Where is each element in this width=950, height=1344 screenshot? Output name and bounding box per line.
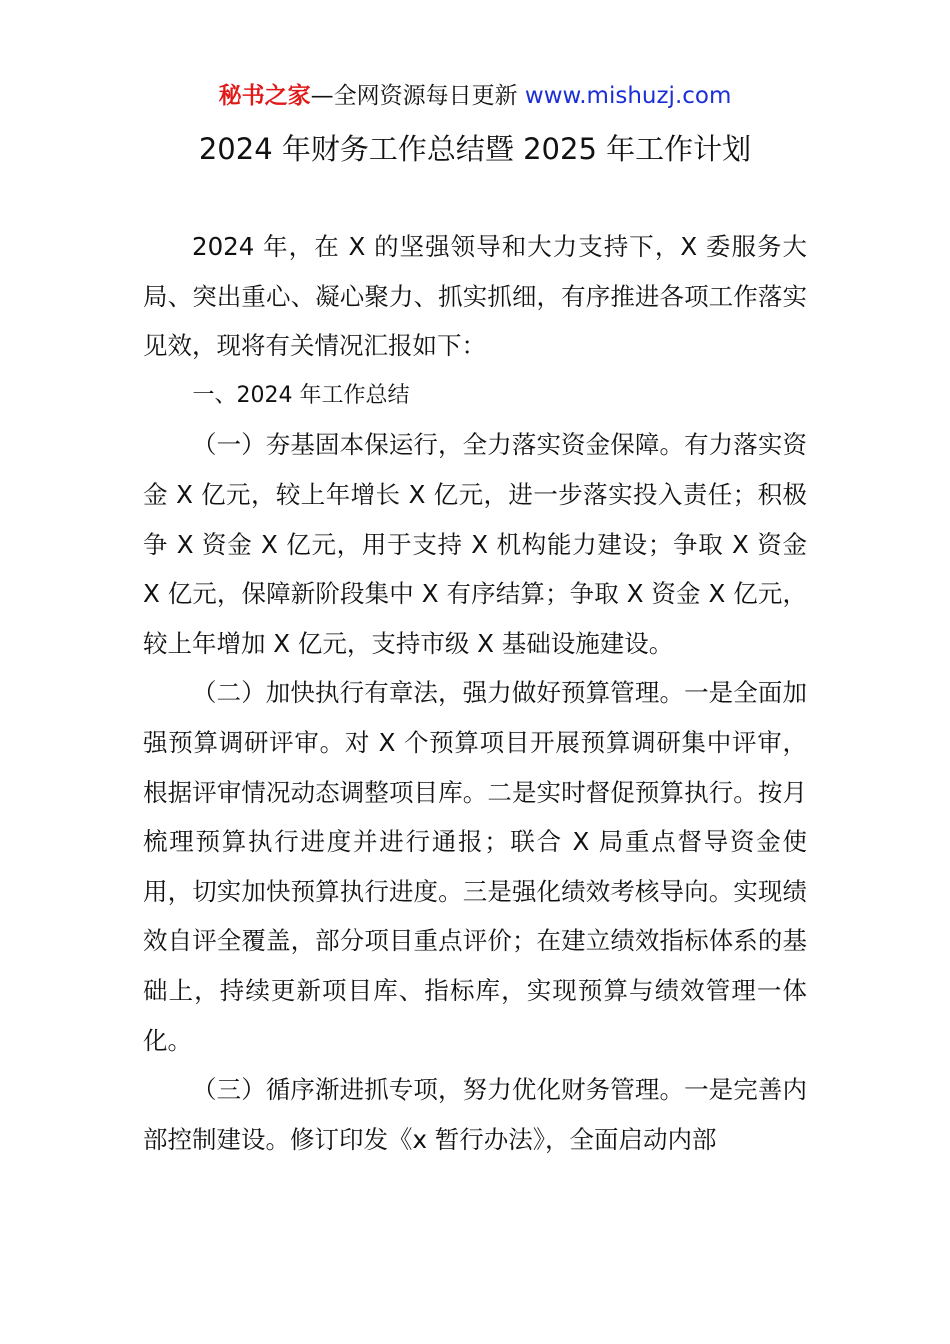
document-title: 2024 年财务工作总结暨 2025 年工作计划 [198, 132, 752, 166]
paragraph-finance: （三）循序渐进抓专项，努力优化财务管理。一是完善内部控制建设。修订印发《x 暂行办法》，全面启动内部 [143, 1075, 807, 1154]
document-body [143, 222, 807, 1164]
paragraph-funding: （一）夯基固本保运行，全力落实资金保障。有力落实资金 X 亿元，较上年增长 X 亿元，进一步落实投入责任；积极争 X 资金 X 亿元，用于支持 X 机构能力建设；争取 X 资金 X 亿元，保障新阶段集中 X 有序结算；争取 X 资金 X 亿元，较上年增加 X 亿元，支持市级 X 基础设施建设。 [143, 430, 807, 658]
paragraph-budget: （二）加快执行有章法，强力做好预算管理。一是全面加强预算调研评审。对 X 个预算项目开展预算调研集中评审，根据评审情况动态调整项目库。二是实时督促预算执行。按月梳理预算执行进度并进行通报；联合 X 局重点督导资金使用，切实加快预算执行进度。三是强化绩效考核导向。实现绩效自评全覆盖，部分项目重点评价；在建立绩效指标体系的基础上，持续更新项目库、指标库，实现预算与绩效管理一体化。 [143, 678, 807, 1055]
section-heading-summary: 一、2024 年工作总结 [192, 382, 410, 408]
brand-name: 秘书之家 [218, 83, 311, 109]
site-url-link[interactable]: www.mishuzj.com [524, 83, 732, 109]
banner-tagline: —全网资源每日更新 [310, 83, 525, 109]
source-banner [0, 80, 950, 112]
intro-paragraph: 2024 年，在 X 的坚强领导和大力支持下，X 委服务大局、突出重心、凝心聚力、抓实抓细，有序推进各项工作落实见效，现将有关情况汇报如下： [143, 232, 807, 361]
